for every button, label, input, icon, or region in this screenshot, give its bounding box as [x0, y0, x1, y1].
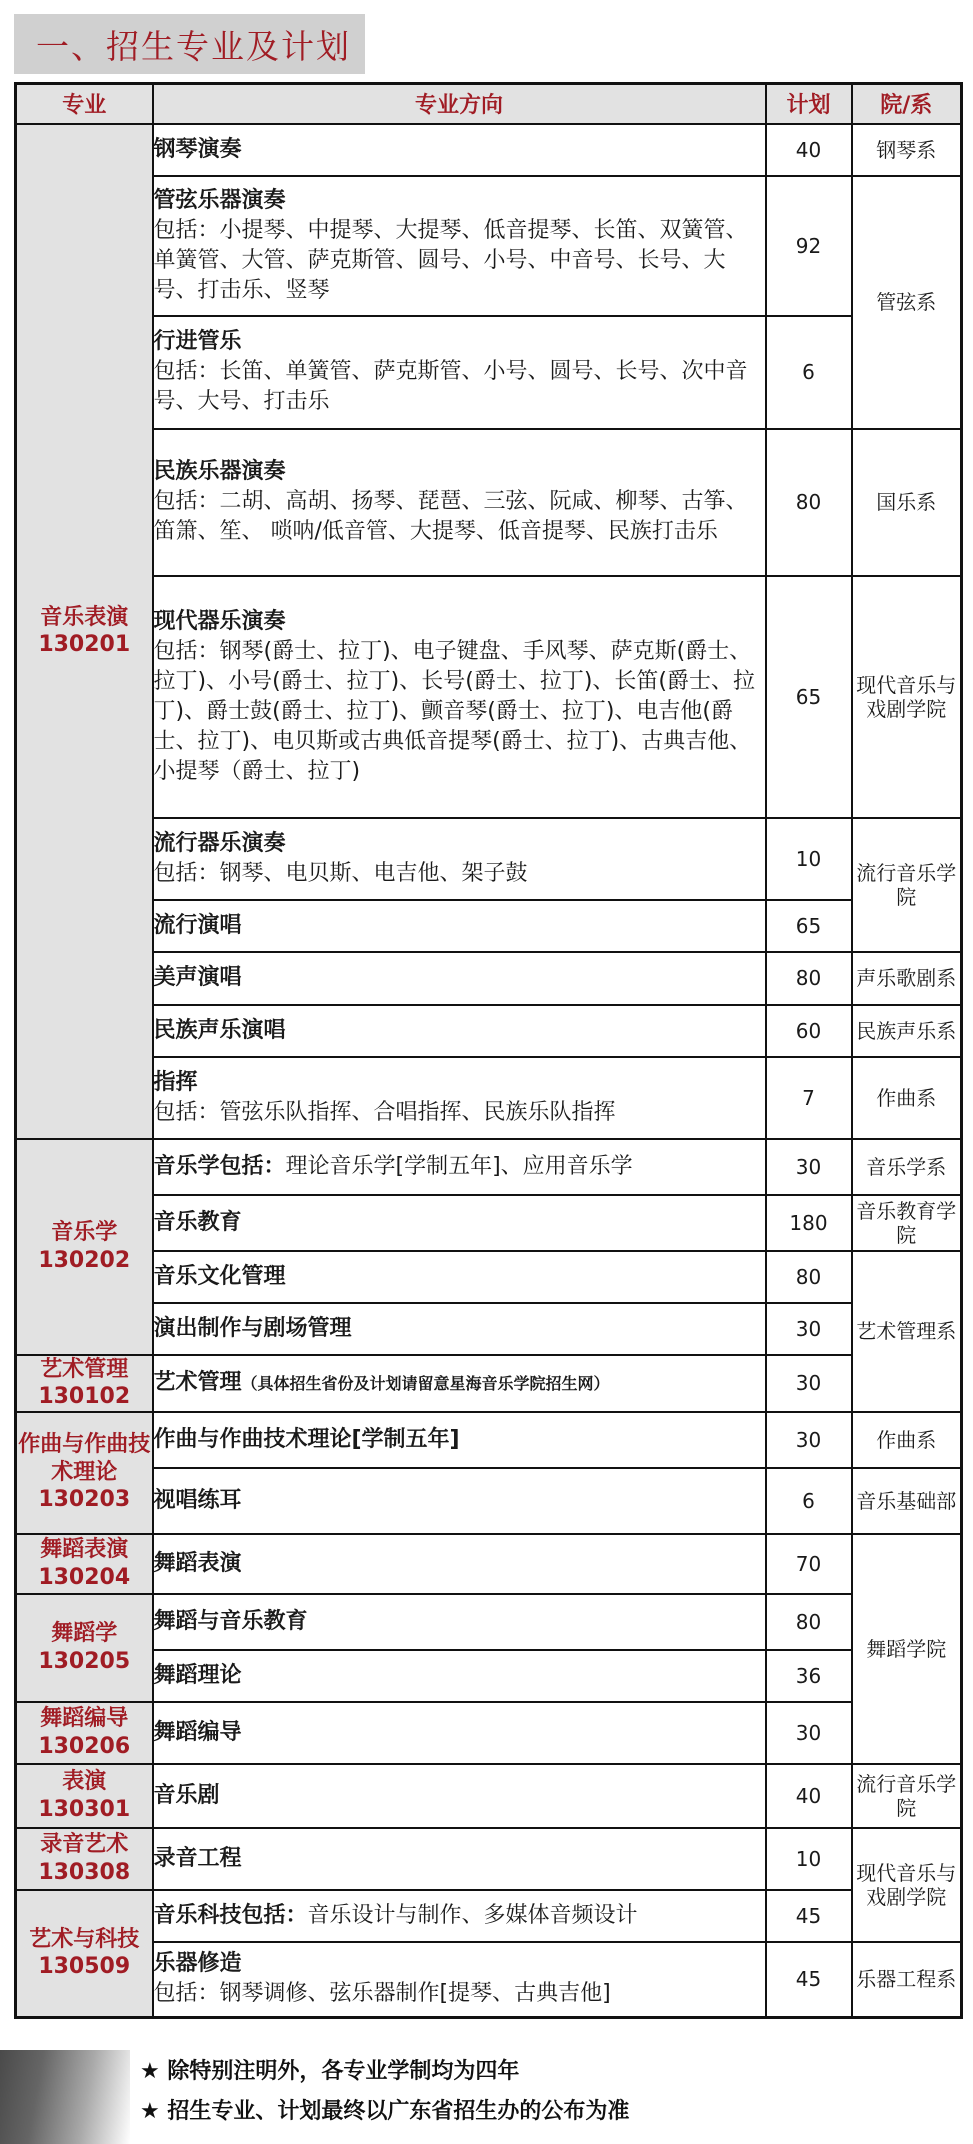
- enrollment-plan-table: [14, 82, 963, 2019]
- table-row: [16, 1468, 962, 1534]
- direction-cell: [153, 1355, 766, 1412]
- plan-count: 180: [766, 1195, 852, 1251]
- direction-cell: [153, 1057, 766, 1139]
- direction-title: 音乐学包括：: [153, 1153, 286, 1179]
- major-code: 130509: [38, 1954, 131, 1980]
- plan-count: 70: [766, 1534, 852, 1594]
- table-row: [16, 1195, 962, 1251]
- header-major: 专业: [16, 84, 153, 124]
- department-cell: 作曲系: [852, 1412, 962, 1468]
- major-name: 表演: [62, 1769, 107, 1794]
- table-row: [16, 576, 962, 818]
- direction-title: 音乐文化管理: [153, 1263, 286, 1289]
- plan-count: 60: [766, 1005, 852, 1057]
- department-cell: 国乐系: [852, 429, 962, 576]
- direction-title: 流行器乐演奏: [153, 830, 286, 856]
- direction-cell: [153, 1251, 766, 1303]
- direction-title: 钢琴演奏: [153, 136, 242, 162]
- department-cell: 现代音乐与戏剧学院: [852, 1828, 962, 1942]
- direction-cell: [153, 1005, 766, 1057]
- section-heading-band: [14, 14, 365, 74]
- direction-title: 民族乐器演奏: [153, 459, 286, 484]
- direction-title: 行进管乐: [153, 329, 242, 354]
- major-name: 舞蹈编导: [40, 1706, 129, 1731]
- direction-description: 包括：钢琴调修、弦乐器制作[提琴、古典吉他]: [153, 1981, 611, 2007]
- department-cell: 音乐学系: [852, 1139, 962, 1195]
- direction-cell: [153, 1942, 766, 2018]
- direction-cell: [153, 1650, 766, 1702]
- department-cell: 声乐歌剧系: [852, 952, 962, 1005]
- table-row: [16, 1412, 962, 1468]
- direction-cell: [153, 429, 766, 576]
- direction-cell: [153, 1139, 766, 1195]
- direction-title: 作曲与作曲技术理论[学制五年]: [153, 1426, 460, 1452]
- table-row: [16, 1764, 962, 1828]
- major-code: 130205: [38, 1648, 131, 1674]
- table-header-row: [16, 84, 962, 124]
- direction-title: 现代器乐演奏: [153, 608, 286, 634]
- ink-brush-decoration: [0, 2050, 130, 2144]
- footnote-final: ★ 招生专业、计划最终以广东省招生办的公布为准: [140, 2099, 630, 2124]
- direction-description: 包括：钢琴(爵士、拉丁)、电子键盘、手风琴、萨克斯(爵士、拉丁)、小号(爵士、拉丁)、长号(爵士、拉丁)、长笛(爵士、拉丁)、爵士鼓(爵士、拉丁)、颤音琴(爵士、拉丁)、电吉他(爵士、拉丁)、电贝斯或古典低音提琴(爵士、拉丁)、古典吉他、小提琴（爵士、拉丁): [153, 638, 755, 784]
- direction-description: 包括：长笛、单簧管、萨克斯管、小号、圆号、长号、次中音号、大号、打击乐: [153, 359, 748, 414]
- department-cell: 舞蹈学院: [852, 1534, 962, 1764]
- major-cell: [16, 1764, 153, 1828]
- direction-cell: [153, 176, 766, 316]
- table-row: [16, 1057, 962, 1139]
- department-cell: 民族声乐系: [852, 1005, 962, 1057]
- direction-cell: [153, 1890, 766, 1942]
- major-name: 艺术与科技: [29, 1926, 140, 1952]
- table-row: [16, 1005, 962, 1057]
- major-cell: [16, 1139, 153, 1355]
- direction-description: 包括：小提琴、中提琴、大提琴、低音提琴、长笛、双簧管、单簧管、大管、萨克斯管、圆号、小号、中音号、长号、大号、打击乐、竖琴: [153, 217, 748, 303]
- plan-count: 45: [766, 1942, 852, 2018]
- plan-count: 45: [766, 1890, 852, 1942]
- major-name: 音乐表演: [40, 604, 129, 630]
- major-name: 舞蹈学: [51, 1621, 118, 1646]
- plan-count: 6: [766, 316, 852, 429]
- major-name: 作曲与作曲技术理论: [18, 1432, 151, 1485]
- plan-count: 30: [766, 1702, 852, 1764]
- major-code: 130301: [38, 1796, 131, 1822]
- plan-count: 10: [766, 818, 852, 900]
- department-cell: 音乐基础部: [852, 1468, 962, 1534]
- department-cell: 流行音乐学院: [852, 818, 962, 952]
- major-cell: [16, 124, 153, 1139]
- department-cell: 流行音乐学院: [852, 1764, 962, 1828]
- plan-count: 36: [766, 1650, 852, 1702]
- table-row: [16, 1942, 962, 2018]
- direction-title: 音乐科技包括：: [153, 1902, 308, 1928]
- plan-count: 10: [766, 1828, 852, 1890]
- section-heading: 一、招生专业及计划: [36, 26, 351, 66]
- major-code: 130204: [38, 1564, 131, 1590]
- department-cell: 艺术管理系: [852, 1251, 962, 1412]
- direction-title: 指挥: [153, 1069, 198, 1095]
- table-row: [16, 900, 962, 952]
- direction-cell: [153, 1534, 766, 1594]
- major-cell: [16, 1702, 153, 1764]
- plan-count: 30: [766, 1303, 852, 1355]
- direction-title: 流行演唱: [153, 912, 242, 938]
- direction-title: 演出制作与剧场管理: [153, 1315, 352, 1341]
- major-name: 舞蹈表演: [40, 1537, 129, 1562]
- major-name: 录音艺术: [40, 1832, 129, 1857]
- plan-count: 65: [766, 900, 852, 952]
- plan-count: 80: [766, 952, 852, 1005]
- department-cell: 作曲系: [852, 1057, 962, 1139]
- major-code: 130202: [38, 1247, 131, 1273]
- table-row: [16, 952, 962, 1005]
- plan-count: 6: [766, 1468, 852, 1534]
- table-row: [16, 1594, 962, 1650]
- direction-inline-detail: 理论音乐学[学制五年]、应用音乐学: [285, 1153, 633, 1179]
- table-row: [16, 1251, 962, 1303]
- plan-count: 80: [766, 1251, 852, 1303]
- direction-cell: [153, 1195, 766, 1251]
- department-cell: 现代音乐与戏剧学院: [852, 576, 962, 818]
- direction-cell: [153, 1412, 766, 1468]
- major-cell: [16, 1355, 153, 1412]
- table-row: [16, 1139, 962, 1195]
- direction-cell: [153, 1828, 766, 1890]
- plan-count: 30: [766, 1412, 852, 1468]
- plan-count: 92: [766, 176, 852, 316]
- plan-count: 65: [766, 576, 852, 818]
- direction-title: 录音工程: [153, 1845, 242, 1871]
- major-cell: [16, 1890, 153, 2018]
- direction-description: 包括：钢琴、电贝斯、电吉他、架子鼓: [153, 860, 528, 886]
- direction-cell: [153, 124, 766, 176]
- major-cell: [16, 1412, 153, 1534]
- major-name: 音乐学: [51, 1220, 118, 1245]
- plan-count: 40: [766, 1764, 852, 1828]
- major-code: 130102: [38, 1384, 131, 1409]
- department-cell: 音乐教育学院: [852, 1195, 962, 1251]
- plan-count: 80: [766, 1594, 852, 1650]
- direction-title: 视唱练耳: [153, 1487, 242, 1513]
- direction-cell: [153, 1594, 766, 1650]
- header-dept: 院/系: [852, 84, 962, 124]
- table-row: [16, 1303, 962, 1355]
- table-row: [16, 818, 962, 900]
- direction-title: 舞蹈编导: [153, 1719, 242, 1745]
- table-row: [16, 1355, 962, 1412]
- direction-title: 乐器修造: [153, 1951, 242, 1977]
- table-row: [16, 429, 962, 576]
- direction-cell: [153, 900, 766, 952]
- direction-title: 美声演唱: [153, 965, 242, 990]
- department-cell: 管弦系: [852, 176, 962, 429]
- header-direction: 专业方向: [153, 84, 766, 124]
- direction-title: 舞蹈理论: [153, 1662, 242, 1688]
- direction-cell: [153, 1303, 766, 1355]
- major-cell: [16, 1828, 153, 1890]
- direction-title: 民族声乐演唱: [153, 1017, 286, 1043]
- direction-title: 舞蹈与音乐教育: [153, 1608, 308, 1634]
- major-cell: [16, 1594, 153, 1702]
- header-plan: 计划: [766, 84, 852, 124]
- major-cell: [16, 1534, 153, 1594]
- direction-cell: [153, 576, 766, 818]
- table-row: [16, 124, 962, 176]
- table-row: [16, 1702, 962, 1764]
- direction-title: 音乐剧: [153, 1782, 220, 1808]
- plan-count: 30: [766, 1355, 852, 1412]
- direction-note: （具体招生省份及计划请留意星海音乐学院招生网）: [241, 1373, 610, 1393]
- plan-count: 80: [766, 429, 852, 576]
- table-row: [16, 1650, 962, 1702]
- table-body: [16, 124, 962, 2018]
- footnote-duration: ★ 除特别注明外，各专业学制均为四年: [140, 2059, 520, 2084]
- department-cell: 钢琴系: [852, 124, 962, 176]
- direction-cell: [153, 1702, 766, 1764]
- table-row: [16, 316, 962, 429]
- direction-description: 包括：管弦乐队指挥、合唱指挥、民族乐队指挥: [153, 1099, 616, 1125]
- table-row: [16, 176, 962, 316]
- table-row: [16, 1534, 962, 1594]
- direction-cell: [153, 1764, 766, 1828]
- direction-cell: [153, 1468, 766, 1534]
- direction-description: 包括：二胡、高胡、扬琴、琵琶、三弦、阮咸、柳琴、古筝、笛箫、笙、 唢呐/低音管、大提琴、低音提琴、民族打击乐: [153, 489, 748, 544]
- direction-cell: [153, 818, 766, 900]
- major-name: 艺术管理: [40, 1356, 129, 1382]
- direction-inline-detail: 音乐设计与制作、多媒体音频设计: [307, 1902, 638, 1928]
- direction-title: 艺术管理: [153, 1369, 242, 1395]
- plan-count: 30: [766, 1139, 852, 1195]
- direction-cell: [153, 952, 766, 1005]
- table-row: [16, 1890, 962, 1942]
- major-code: 130308: [38, 1859, 131, 1885]
- major-code: 130203: [38, 1487, 131, 1513]
- major-code: 130201: [38, 632, 131, 657]
- plan-count: 40: [766, 124, 852, 176]
- direction-cell: [153, 316, 766, 429]
- direction-title: 音乐教育: [153, 1209, 242, 1235]
- department-cell: 乐器工程系: [852, 1942, 962, 2018]
- direction-title: 舞蹈表演: [153, 1550, 242, 1576]
- plan-count: 7: [766, 1057, 852, 1139]
- direction-title: 管弦乐器演奏: [153, 187, 286, 213]
- major-code: 130206: [38, 1733, 131, 1759]
- table-row: [16, 1828, 962, 1890]
